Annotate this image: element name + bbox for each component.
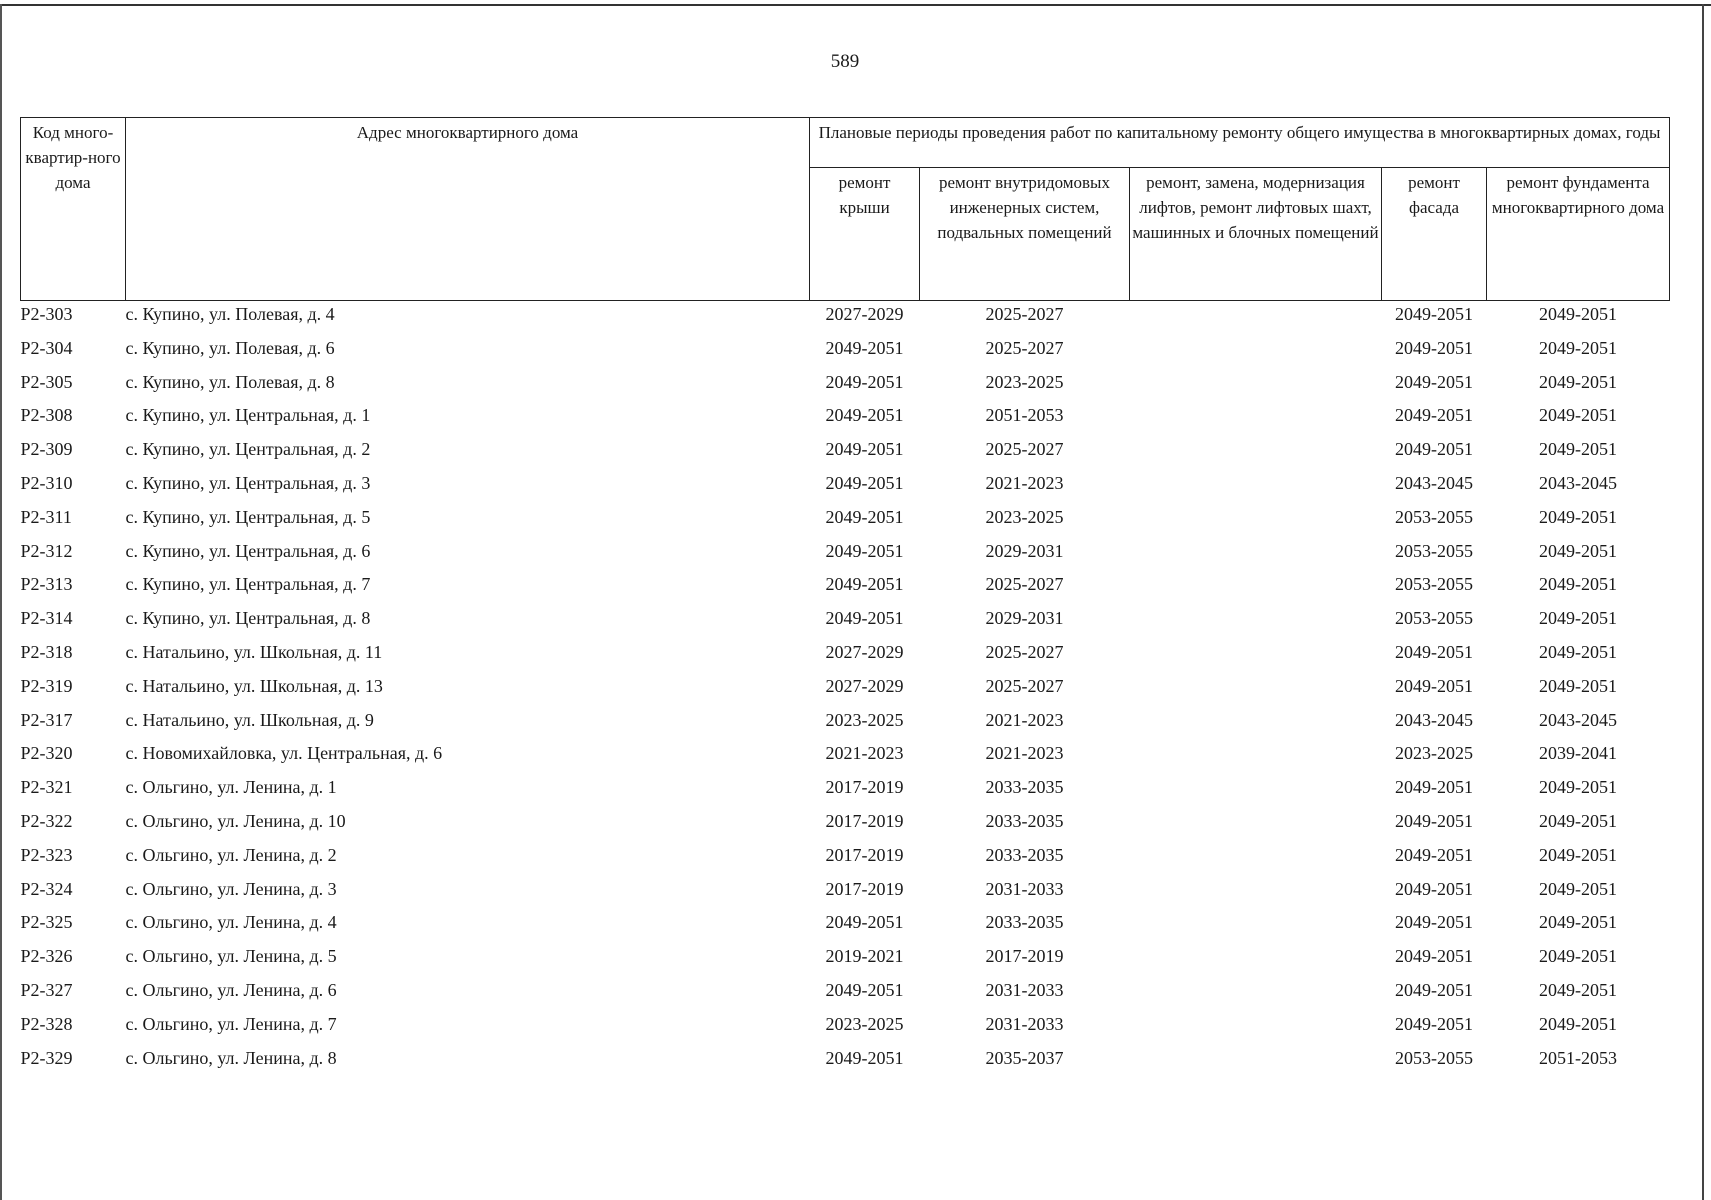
cell-foundation: 2049-2051	[1539, 506, 1618, 527]
cell-code: P2-320	[20, 743, 73, 764]
cell-elevators	[1130, 909, 1382, 943]
cell-engineering: 2021-2023	[985, 743, 1064, 764]
cell-facade: 2049-2051	[1395, 675, 1473, 696]
header-code: Код много-квартир-ного дома	[21, 118, 126, 301]
cell-address: с. Ольгино, ул. Ленина, д. 6	[125, 979, 337, 1000]
cell-facade: 2053-2055	[1395, 574, 1473, 595]
cell-engineering: 2023-2025	[985, 371, 1064, 392]
cell-facade: 2049-2051	[1395, 337, 1473, 358]
cell-foundation: 2049-2051	[1539, 979, 1618, 1000]
cell-roof: 2049-2051	[825, 540, 904, 561]
cell-facade: 2049-2051	[1395, 777, 1473, 798]
cell-engineering: 2051-2053	[985, 405, 1064, 426]
cell-engineering: 2025-2027	[985, 641, 1064, 662]
cell-roof: 2049-2051	[825, 337, 904, 358]
table-row	[21, 876, 1670, 910]
cell-roof: 2027-2029	[825, 675, 904, 696]
cell-foundation: 2049-2051	[1539, 371, 1618, 392]
cell-engineering: 2017-2019	[985, 946, 1064, 967]
cell-elevators	[1130, 605, 1382, 639]
cell-roof: 2027-2029	[825, 641, 904, 662]
cell-address: с. Ольгино, ул. Ленина, д. 7	[125, 1013, 337, 1034]
cell-roof: 2049-2051	[825, 979, 904, 1000]
cell-code: P2-309	[20, 439, 73, 460]
table-row	[21, 707, 1670, 741]
cell-engineering: 2021-2023	[985, 709, 1064, 730]
cell-foundation: 2051-2053	[1539, 1047, 1618, 1068]
cell-address: с. Купино, ул. Центральная, д. 3	[125, 472, 371, 493]
cell-engineering: 2029-2031	[985, 608, 1064, 629]
capital-repair-table	[20, 117, 1670, 1078]
header-facade: ремонт фасада	[1382, 168, 1487, 301]
cell-engineering: 2033-2035	[985, 912, 1064, 933]
cell-elevators	[1130, 673, 1382, 707]
cell-address: с. Ольгино, ул. Ленина, д. 1	[125, 777, 337, 798]
cell-elevators	[1130, 707, 1382, 741]
cell-code: P2-312	[20, 540, 73, 561]
cell-facade: 2053-2055	[1395, 608, 1473, 629]
cell-roof: 2049-2051	[825, 405, 904, 426]
header-roof: ремонт крыши	[810, 168, 920, 301]
cell-roof: 2049-2051	[825, 472, 904, 493]
cell-address: с. Ольгино, ул. Ленина, д. 4	[125, 912, 337, 933]
table-row	[21, 504, 1670, 538]
cell-elevators	[1130, 369, 1382, 403]
cell-roof: 2049-2051	[825, 506, 904, 527]
table-row	[21, 808, 1670, 842]
cell-roof: 2023-2025	[825, 1013, 904, 1034]
cell-elevators	[1130, 977, 1382, 1011]
cell-facade: 2049-2051	[1395, 878, 1473, 899]
cell-elevators	[1130, 571, 1382, 605]
cell-facade: 2049-2051	[1395, 946, 1473, 967]
table-row	[21, 538, 1670, 572]
cell-elevators	[1130, 842, 1382, 876]
header-address: Адрес многоквартирного дома	[126, 118, 810, 301]
table-row	[21, 740, 1670, 774]
cell-code: P2-305	[20, 371, 73, 392]
cell-elevators	[1130, 301, 1382, 335]
cell-foundation: 2039-2041	[1539, 743, 1618, 764]
header-foundation: ремонт фундамента многоквартирного дома	[1487, 168, 1670, 301]
cell-address: с. Ольгино, ул. Ленина, д. 10	[125, 810, 346, 831]
cell-facade: 2049-2051	[1395, 810, 1473, 831]
cell-foundation: 2049-2051	[1539, 304, 1618, 324]
cell-code: P2-319	[20, 675, 73, 696]
table-row	[21, 909, 1670, 943]
cell-code: P2-324	[20, 878, 73, 899]
table-row	[21, 470, 1670, 504]
table-row	[21, 335, 1670, 369]
cell-facade: 2049-2051	[1395, 405, 1473, 426]
cell-facade: 2053-2055	[1395, 506, 1473, 527]
cell-foundation: 2049-2051	[1539, 439, 1618, 460]
cell-roof: 2049-2051	[825, 371, 904, 392]
table-row	[21, 1045, 1670, 1079]
cell-address: с. Купино, ул. Центральная, д. 6	[125, 540, 371, 561]
cell-roof: 2019-2021	[825, 946, 904, 967]
cell-foundation: 2049-2051	[1539, 608, 1618, 629]
cell-roof: 2049-2051	[825, 912, 904, 933]
cell-foundation: 2043-2045	[1539, 709, 1618, 730]
cell-elevators	[1130, 808, 1382, 842]
cell-engineering: 2031-2033	[985, 1013, 1064, 1034]
cell-facade: 2053-2055	[1395, 1047, 1473, 1068]
cell-facade: 2049-2051	[1395, 912, 1473, 933]
cell-engineering: 2025-2027	[985, 337, 1064, 358]
cell-address: с. Новомихайловка, ул. Центральная, д. 6	[125, 743, 443, 764]
cell-facade: 2049-2051	[1395, 1013, 1473, 1034]
table-row	[21, 571, 1670, 605]
cell-code: P2-313	[20, 574, 73, 595]
cell-code: P2-304	[20, 337, 73, 358]
cell-address: с. Купино, ул. Центральная, д. 2	[125, 439, 371, 460]
cell-engineering: 2031-2033	[985, 878, 1064, 899]
header-periods-group: Плановые периоды проведения работ по капитальному ремонту общего имущества в многоквартирных домах, годы	[810, 118, 1670, 168]
cell-foundation: 2049-2051	[1539, 777, 1618, 798]
cell-elevators	[1130, 335, 1382, 369]
cell-address: с. Купино, ул. Полевая, д. 8	[125, 371, 335, 392]
cell-code: P2-311	[20, 506, 72, 527]
cell-facade: 2049-2051	[1395, 979, 1473, 1000]
cell-elevators	[1130, 402, 1382, 436]
cell-engineering: 2025-2027	[985, 574, 1064, 595]
cell-facade: 2049-2051	[1395, 641, 1473, 662]
cell-code: P2-328	[20, 1013, 73, 1034]
page-frame-top	[0, 4, 1711, 6]
cell-facade: 2049-2051	[1395, 371, 1473, 392]
page-number: 589	[830, 51, 860, 72]
cell-code: P2-318	[20, 641, 73, 662]
cell-elevators	[1130, 639, 1382, 673]
table-row	[21, 639, 1670, 673]
cell-elevators	[1130, 436, 1382, 470]
cell-foundation: 2049-2051	[1539, 878, 1618, 899]
cell-elevators	[1130, 943, 1382, 977]
cell-address: с. Ольгино, ул. Ленина, д. 2	[125, 844, 337, 865]
cell-code: P2-326	[20, 946, 73, 967]
cell-code: P2-327	[20, 979, 73, 1000]
cell-address: с. Купино, ул. Центральная, д. 5	[125, 506, 371, 527]
cell-facade: 2049-2051	[1395, 304, 1473, 324]
cell-engineering: 2025-2027	[985, 675, 1064, 696]
cell-code: P2-314	[20, 608, 73, 629]
cell-facade: 2043-2045	[1395, 709, 1473, 730]
cell-address: с. Ольгино, ул. Ленина, д. 5	[125, 946, 337, 967]
cell-address: с. Купино, ул. Полевая, д. 4	[125, 304, 335, 324]
cell-roof: 2017-2019	[825, 777, 904, 798]
cell-address: с. Натальино, ул. Школьная, д. 13	[125, 675, 383, 696]
cell-foundation: 2043-2045	[1539, 472, 1618, 493]
cell-engineering: 2033-2035	[985, 844, 1064, 865]
cell-address: с. Купино, ул. Полевая, д. 6	[125, 337, 335, 358]
cell-elevators	[1130, 538, 1382, 572]
cell-roof: 2049-2051	[825, 1047, 904, 1068]
cell-facade: 2049-2051	[1395, 844, 1473, 865]
table-row	[21, 774, 1670, 808]
cell-foundation: 2049-2051	[1539, 540, 1618, 561]
table-row	[21, 1011, 1670, 1045]
table-row	[21, 301, 1670, 335]
cell-elevators	[1130, 774, 1382, 808]
cell-address: с. Купино, ул. Центральная, д. 7	[125, 574, 371, 595]
cell-facade: 2043-2045	[1395, 472, 1473, 493]
cell-engineering: 2025-2027	[985, 304, 1064, 324]
cell-code: P2-325	[20, 912, 73, 933]
cell-foundation: 2049-2051	[1539, 405, 1618, 426]
table-row	[21, 977, 1670, 1011]
table-body	[21, 301, 1670, 1079]
cell-roof: 2049-2051	[825, 439, 904, 460]
cell-engineering: 2029-2031	[985, 540, 1064, 561]
cell-elevators	[1130, 1045, 1382, 1079]
cell-engineering: 2031-2033	[985, 979, 1064, 1000]
cell-foundation: 2049-2051	[1539, 912, 1618, 933]
cell-engineering: 2033-2035	[985, 810, 1064, 831]
cell-foundation: 2049-2051	[1539, 810, 1618, 831]
cell-code: P2-317	[20, 709, 73, 730]
cell-roof: 2027-2029	[825, 304, 904, 324]
cell-engineering: 2023-2025	[985, 506, 1064, 527]
cell-code: P2-322	[20, 810, 73, 831]
cell-roof: 2017-2019	[825, 810, 904, 831]
table-row	[21, 605, 1670, 639]
cell-address: с. Ольгино, ул. Ленина, д. 3	[125, 878, 337, 899]
cell-code: P2-308	[20, 405, 73, 426]
cell-engineering: 2025-2027	[985, 439, 1064, 460]
cell-elevators	[1130, 740, 1382, 774]
cell-code: P2-310	[20, 472, 73, 493]
cell-address: с. Натальино, ул. Школьная, д. 11	[125, 641, 383, 662]
cell-foundation: 2049-2051	[1539, 844, 1618, 865]
header-elevators: ремонт, замена, модернизация лифтов, ремонт лифтовых шахт, машинных и блочных помещений	[1130, 168, 1382, 301]
header-engineering: ремонт внутридомовых инженерных систем, подвальных помещений	[920, 168, 1130, 301]
page-frame-right	[1702, 4, 1704, 1200]
cell-facade: 2023-2025	[1395, 743, 1473, 764]
cell-engineering: 2035-2037	[985, 1047, 1064, 1068]
cell-foundation: 2049-2051	[1539, 946, 1618, 967]
cell-address: с. Купино, ул. Центральная, д. 8	[125, 608, 371, 629]
cell-engineering: 2021-2023	[985, 472, 1064, 493]
cell-facade: 2049-2051	[1395, 439, 1473, 460]
cell-engineering: 2033-2035	[985, 777, 1064, 798]
cell-facade: 2053-2055	[1395, 540, 1473, 561]
cell-elevators	[1130, 876, 1382, 910]
page-frame-left	[0, 4, 2, 1200]
cell-roof: 2049-2051	[825, 574, 904, 595]
cell-foundation: 2049-2051	[1539, 337, 1618, 358]
table-row	[21, 402, 1670, 436]
cell-address: с. Натальино, ул. Школьная, д. 9	[125, 709, 374, 730]
cell-roof: 2023-2025	[825, 709, 904, 730]
table-row	[21, 673, 1670, 707]
table-row	[21, 842, 1670, 876]
cell-elevators	[1130, 470, 1382, 504]
cell-address: с. Купино, ул. Центральная, д. 1	[125, 405, 371, 426]
cell-code: P2-329	[20, 1047, 73, 1068]
cell-address: с. Ольгино, ул. Ленина, д. 8	[125, 1047, 337, 1068]
table-row	[21, 436, 1670, 470]
cell-roof: 2017-2019	[825, 878, 904, 899]
table-row	[21, 943, 1670, 977]
cell-foundation: 2049-2051	[1539, 641, 1618, 662]
table-row	[21, 369, 1670, 403]
cell-foundation: 2049-2051	[1539, 574, 1618, 595]
cell-elevators	[1130, 504, 1382, 538]
cell-foundation: 2049-2051	[1539, 675, 1618, 696]
cell-code: P2-323	[20, 844, 73, 865]
cell-code: P2-303	[20, 304, 73, 324]
cell-foundation: 2049-2051	[1539, 1013, 1618, 1034]
cell-code: P2-321	[20, 777, 73, 798]
cell-roof: 2017-2019	[825, 844, 904, 865]
cell-roof: 2021-2023	[825, 743, 904, 764]
cell-elevators	[1130, 1011, 1382, 1045]
cell-roof: 2049-2051	[825, 608, 904, 629]
